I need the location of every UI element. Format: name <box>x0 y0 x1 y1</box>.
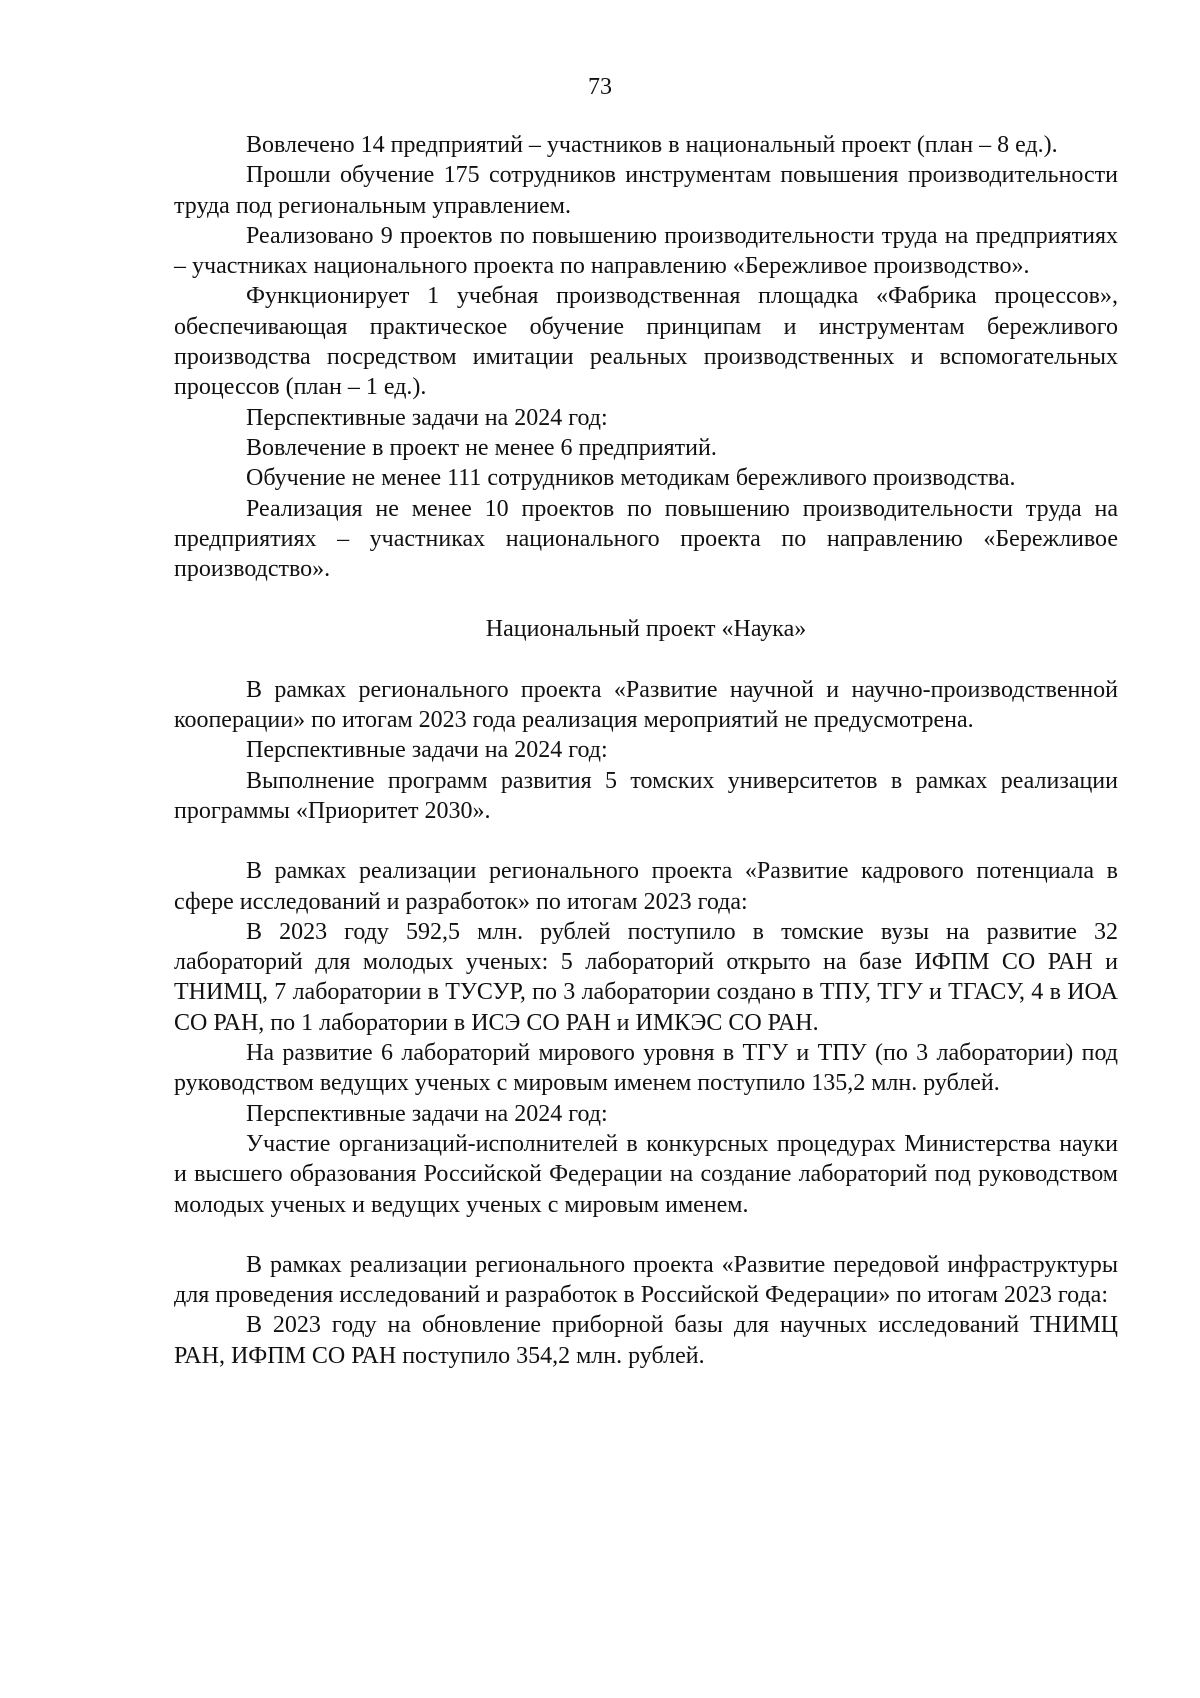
paragraph: Прошли обучение 175 сотрудников инструментам повышения производительности труда под региональным управлением. <box>174 162 1118 219</box>
paragraph: Функционирует 1 учебная производственная площадка «Фабрика процессов», обеспечивающая практическое обучение принципам и инструментам бережливого производства посредством имитации реальных производственных и вспомогательных процессов (план – 1 ед.). <box>174 283 1118 401</box>
paragraph: Перспективные задачи на 2024 год: <box>246 1100 608 1127</box>
paragraph: В рамках реализации регионального проекта «Развитие кадрового потенциала в сфере исследований и разработок» по итогам 2023 года: <box>174 858 1118 915</box>
paragraph: Реализовано 9 проектов по повышению производительности труда на предприятиях – участниках национального проекта по направлению «Бережливое производство». <box>174 222 1118 280</box>
paragraph: Вовлечение в проект не менее 6 предприятий. <box>246 434 717 461</box>
paragraph: В 2023 году 592,5 млн. рублей поступило в томские вузы на развитие 32 лабораторий для молодых ученых: 5 лабораторий открыто на базе ИФПМ СО РАН и ТНИМЦ, 7 лаборатории в ТУСУР, по 3 лаборатории создано в ТПУ, ТГУ и ТГАСУ, 4 в ИОА СО РАН, по 1 лаборатории в ИСЭ СО РАН и ИМКЭС СО РАН. <box>174 918 1118 1036</box>
paragraph: В рамках реализации регионального проекта «Развитие передовой инфраструктуры для проведения исследований и разработок в Российской Федерации» по итогам 2023 года: <box>174 1251 1118 1309</box>
paragraph: Перспективные задачи на 2024 год: <box>246 404 608 431</box>
spacer <box>174 826 1118 856</box>
paragraph: Обучение не менее 111 сотрудников методикам бережливого производства. <box>246 465 1016 492</box>
paragraph: Участие организаций-исполнителей в конкурсных процедурах Министерства науки и высшего образования Российской Федерации на создание лабораторий под руководством молодых ученых и ведущих ученых с мировым именем. <box>174 1130 1118 1218</box>
paragraph: Перспективные задачи на 2024 год: <box>246 737 608 764</box>
paragraph: Выполнение программ развития 5 томских университетов в рамках реализации программы «Приоритет 2030». <box>174 767 1118 824</box>
paragraph: В 2023 году на обновление приборной базы для научных исследований ТНИМЦ РАН, ИФПМ СО РАН поступило 354,2 млн. рублей. <box>174 1312 1118 1369</box>
paragraph: Вовлечено 14 предприятий – участников в национальный проект (план – 8 ед.). <box>246 132 1058 158</box>
paragraph: В рамках регионального проекта «Развитие научной и научно-производственной кооперации» по итогам 2023 года реализация мероприятий не предусмотрена. <box>174 676 1118 734</box>
document-body <box>174 130 1118 1371</box>
paragraph: На развитие 6 лабораторий мирового уровня в ТГУ и ТПУ (по 3 лаборатории) под руководством ведущих ученых с мировым именем поступило 135,2 млн. рублей. <box>174 1040 1118 1097</box>
spacer <box>174 1220 1118 1250</box>
paragraph: Реализация не менее 10 проектов по повышению производительности труда на предприятиях – участниках национального проекта по направлению «Бережливое производство». <box>174 495 1118 583</box>
page-number: 73 <box>588 74 612 100</box>
section-heading: Национальный проект «Наука» <box>485 616 807 643</box>
